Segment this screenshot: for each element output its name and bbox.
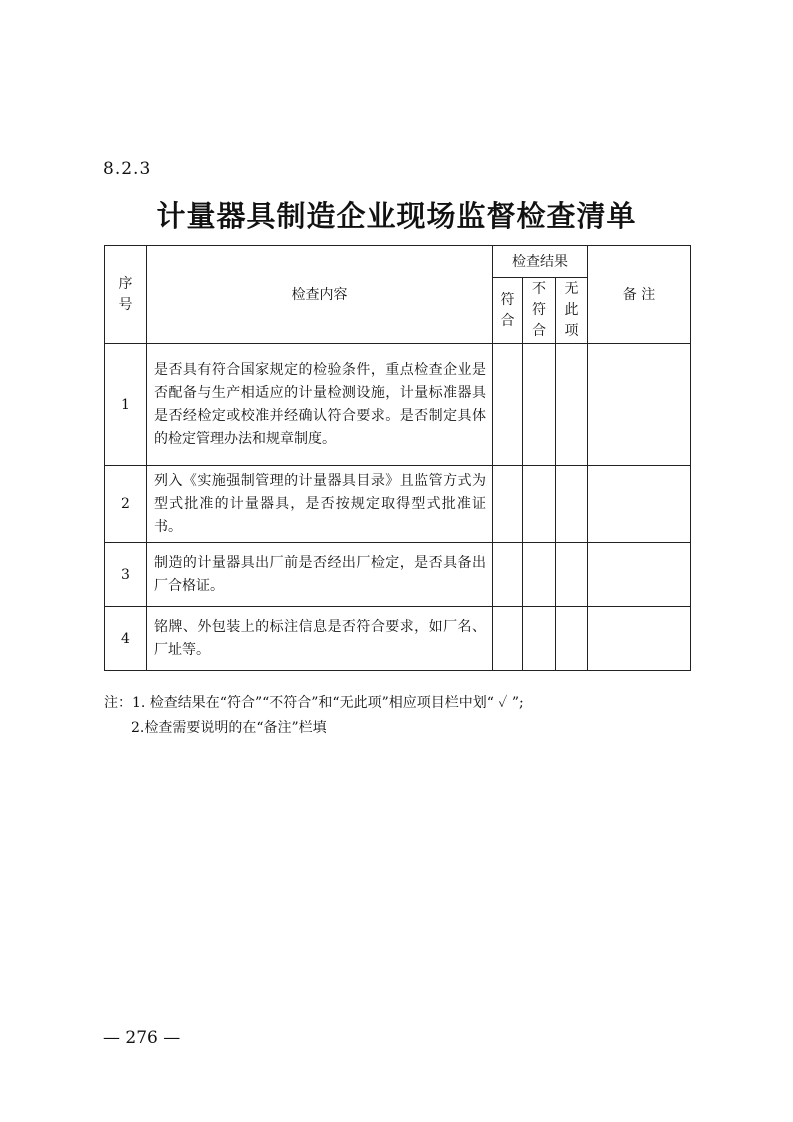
cell-conform[interactable]: [493, 607, 523, 671]
header-conform-label: 符合: [500, 291, 515, 329]
row-content: 是否具有符合国家规定的检验条件，重点检查企业是否配备与生产相适应的计量检测设施，计量标准器具是否经检定或校准并经确认符合要求。是否制定具体的检定管理办法和规章制度。: [147, 344, 493, 466]
row-seq: 2: [105, 466, 147, 543]
header-not-applicable: [556, 278, 588, 344]
cell-nonconform[interactable]: [523, 543, 556, 607]
document-title: 计量器具制造企业现场监督检查清单: [156, 199, 637, 233]
cell-nonconform[interactable]: [523, 466, 556, 543]
header-remarks: 备 注: [588, 246, 691, 344]
table-row: [105, 344, 691, 466]
cell-remarks[interactable]: [588, 543, 691, 607]
cell-nonconform[interactable]: [523, 344, 556, 466]
header-result-group: 检查结果: [493, 246, 588, 278]
cell-nonconform[interactable]: [523, 607, 556, 671]
cell-not-applicable[interactable]: [556, 466, 588, 543]
table-row: [105, 607, 691, 671]
header-seq-label: 序号: [118, 275, 133, 313]
cell-not-applicable[interactable]: [556, 344, 588, 466]
cell-not-applicable[interactable]: [556, 543, 588, 607]
row-content: 铭牌、外包装上的标注信息是否符合要求，如厂名、厂址等。: [147, 607, 493, 671]
header-seq: [105, 246, 147, 344]
row-seq: 3: [105, 543, 147, 607]
cell-not-applicable[interactable]: [556, 607, 588, 671]
table-row: [105, 466, 691, 543]
note-line-1: 注：1. 检查结果在“符合”“不符合”和“无此项”相应项目栏中划“ ✓ ”;: [104, 695, 524, 711]
row-content: 制造的计量器具出厂前是否经出厂检定，是否具备出厂合格证。: [147, 543, 493, 607]
header-conform: [493, 278, 523, 344]
cell-conform[interactable]: [493, 466, 523, 543]
cell-conform[interactable]: [493, 543, 523, 607]
section-number: 8.2.3: [103, 159, 152, 179]
header-nonconform-label: 不符合: [532, 281, 546, 339]
header-nonconform: [523, 278, 556, 344]
cell-remarks[interactable]: [588, 607, 691, 671]
cell-remarks[interactable]: [588, 466, 691, 543]
page-number: — 276 —: [103, 1028, 181, 1048]
header-not-applicable-label: 无此项: [564, 281, 579, 339]
cell-remarks[interactable]: [588, 344, 691, 466]
header-content: 检查内容: [147, 246, 493, 344]
row-content: 列入《实施强制管理的计量器具目录》且监管方式为型式批准的计量器具，是否按规定取得型式批准证书。: [147, 466, 493, 543]
note-line-2: 2.检查需要说明的在“备注”栏填: [131, 720, 327, 736]
notes: [104, 691, 524, 741]
row-seq: 1: [105, 344, 147, 466]
checklist-table: [104, 245, 691, 671]
cell-conform[interactable]: [493, 344, 523, 466]
row-seq: 4: [105, 607, 147, 671]
table-row: [105, 543, 691, 607]
